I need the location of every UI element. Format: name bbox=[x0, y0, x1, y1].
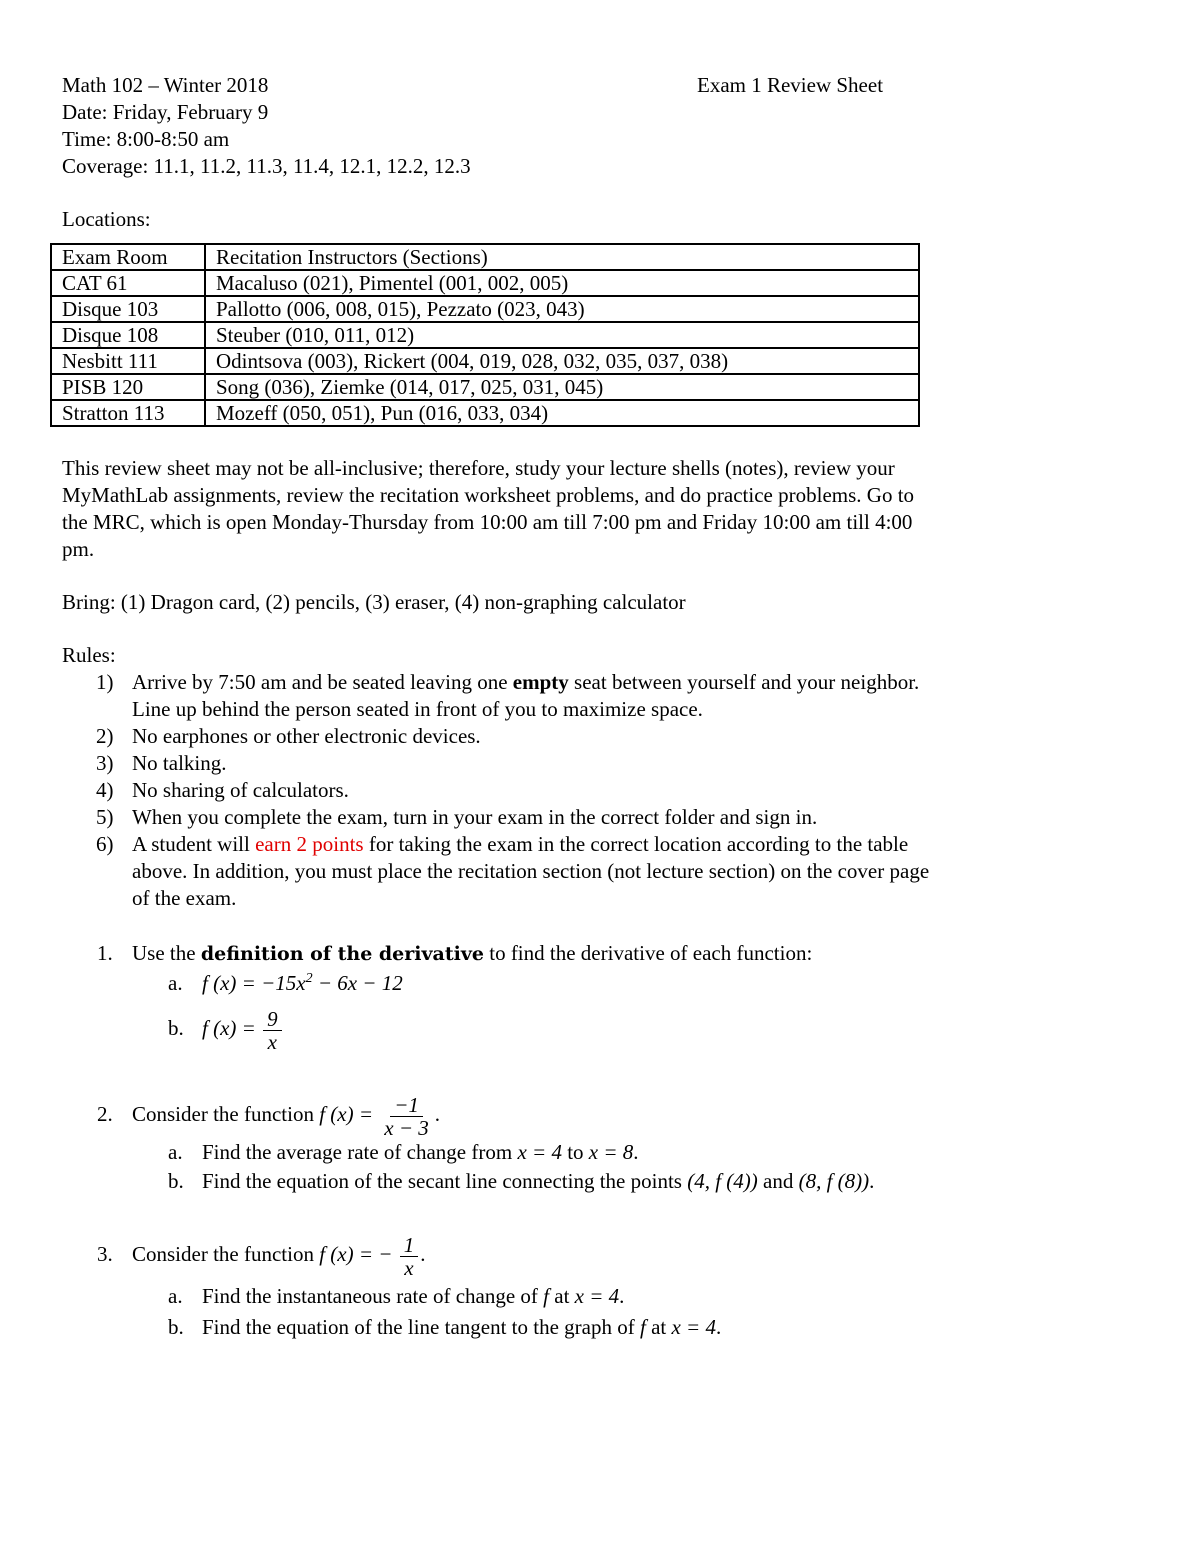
problem-text: at bbox=[549, 1284, 575, 1308]
problem-2b bbox=[62, 1168, 1052, 1195]
math-expression: x = 4 bbox=[671, 1315, 716, 1339]
bring-text: Bring: (1) Dragon card, (2) pencils, (3) eraser, (4) non-graphing calculator bbox=[62, 590, 686, 614]
subproblem-label: b. bbox=[168, 1169, 184, 1193]
table-cell-instructors: Mozeff (050, 051), Pun (016, 033, 034) bbox=[205, 400, 919, 426]
review-line: MyMathLab assignments, review the recitation worksheet problems, and do practice problems. Go to bbox=[62, 483, 915, 507]
rules-list bbox=[62, 669, 1052, 912]
rule-text: No sharing of calculators. bbox=[132, 778, 349, 802]
subproblem-label: a. bbox=[168, 1284, 183, 1308]
rule-number: 3) bbox=[96, 751, 114, 775]
table-cell-room: Disque 103 bbox=[51, 296, 205, 322]
problem-text: to find the derivative of each function: bbox=[483, 941, 813, 965]
fraction-denominator: x bbox=[404, 1255, 414, 1280]
rule-number: 5) bbox=[96, 805, 114, 829]
problem-text: Find the instantaneous rate of change of bbox=[202, 1284, 544, 1308]
rules-section bbox=[62, 642, 1052, 912]
table-cell-room: CAT 61 bbox=[51, 270, 205, 296]
problem-3a bbox=[62, 1283, 1052, 1310]
problem-1 bbox=[62, 940, 1052, 968]
problem-text: Find the average rate of change from bbox=[202, 1140, 518, 1164]
punctuation: . bbox=[434, 1102, 441, 1126]
problem-number: 3. bbox=[97, 1242, 113, 1266]
rule-text: above. In addition, you must place the recitation section (not lecture section) on the cover page bbox=[132, 859, 930, 883]
rule-text: Arrive by 7:50 am and be seated leaving one bbox=[132, 670, 513, 694]
rule-text: No talking. bbox=[132, 751, 227, 775]
math-expression: f (x) = bbox=[202, 1016, 256, 1040]
exam-time: Time: 8:00-8:50 am bbox=[62, 127, 230, 151]
rule-item bbox=[62, 750, 1052, 777]
math-expression: x = 4 bbox=[517, 1140, 562, 1164]
table-header-cell: Exam Room bbox=[51, 244, 205, 270]
sheet-title: Exam 1 Review Sheet bbox=[697, 73, 884, 97]
bring-paragraph bbox=[62, 589, 1052, 616]
math-fraction bbox=[263, 1008, 282, 1053]
table-cell-instructors: Pallotto (006, 008, 015), Pezzato (023, 043) bbox=[205, 296, 919, 322]
table-cell-instructors: Steuber (010, 011, 012) bbox=[205, 322, 919, 348]
review-line: pm. bbox=[62, 537, 95, 561]
exam-coverage: Coverage: 11.1, 11.2, 11.3, 11.4, 12.1, 12.2, 12.3 bbox=[62, 154, 471, 178]
subproblem-label: a. bbox=[168, 971, 183, 995]
rule-number: 4) bbox=[96, 778, 114, 802]
problem-number: 2. bbox=[97, 1102, 113, 1126]
course-title: Math 102 – Winter 2018 bbox=[62, 73, 269, 97]
problem-1b bbox=[62, 1003, 1052, 1053]
review-line: the MRC, which is open Monday-Thursday from 10:00 am till 7:00 pm and Friday 10:00 am till 4:00 bbox=[62, 510, 913, 534]
table-row bbox=[51, 374, 919, 400]
math-expression: x = 4 bbox=[574, 1284, 620, 1308]
math-expression: f (x) = bbox=[319, 1102, 374, 1126]
math-expression: − 6x − 12 bbox=[312, 971, 403, 995]
table-row bbox=[51, 400, 919, 426]
problem-text: at bbox=[645, 1315, 672, 1339]
table-cell-room: Stratton 113 bbox=[51, 400, 205, 426]
problem-3 bbox=[62, 1229, 1052, 1279]
problem-2 bbox=[62, 1089, 1052, 1139]
math-expression: f bbox=[543, 1284, 549, 1308]
rule-item bbox=[62, 804, 1052, 831]
fraction-denominator: x − 3 bbox=[384, 1115, 429, 1140]
rule-text: A student will bbox=[132, 832, 256, 856]
table-cell-room: Disque 108 bbox=[51, 322, 205, 348]
punctuation: . bbox=[633, 1140, 639, 1164]
problem-text: Find the equation of the line tangent to the graph of bbox=[202, 1315, 640, 1339]
math-expression: f (x) = −15x bbox=[202, 971, 306, 995]
problem-text: Consider the function bbox=[132, 1102, 320, 1126]
problem-emphasis: definition of the derivative bbox=[200, 943, 484, 965]
rule-item bbox=[62, 669, 1052, 723]
fraction-numerator: 9 bbox=[263, 1008, 282, 1031]
rule-text: seat between yourself and your neighbor. bbox=[568, 670, 920, 694]
math-expression: (4, f (4)) bbox=[687, 1169, 758, 1193]
fraction-numerator: −1 bbox=[390, 1094, 423, 1117]
table-row bbox=[51, 296, 919, 322]
rules-label: Rules: bbox=[62, 643, 116, 667]
rule-item bbox=[62, 723, 1052, 750]
table-cell-instructors: Song (036), Ziemke (014, 017, 025, 031, 045) bbox=[205, 374, 919, 400]
rule-emphasis: empty bbox=[512, 670, 569, 694]
rule-number: 1) bbox=[96, 670, 114, 694]
table-row bbox=[51, 348, 919, 374]
table-row bbox=[51, 322, 919, 348]
fraction-numerator: 1 bbox=[400, 1234, 419, 1257]
rule-text: for taking the exam in the correct location according to the table bbox=[363, 832, 909, 856]
punctuation: . bbox=[715, 1315, 722, 1339]
table-header-row bbox=[51, 244, 919, 270]
math-expression: f bbox=[639, 1315, 646, 1339]
review-sheet-page bbox=[62, 72, 1052, 1341]
subproblem-label: b. bbox=[168, 1315, 184, 1339]
problem-1a bbox=[62, 970, 1052, 997]
locations-table bbox=[50, 243, 920, 427]
problem-2a bbox=[62, 1139, 1052, 1166]
math-expression: x = 8 bbox=[588, 1140, 634, 1164]
rule-text: When you complete the exam, turn in your exam in the correct folder and sign in. bbox=[132, 805, 818, 829]
table-row bbox=[51, 270, 919, 296]
table-header-cell: Recitation Instructors (Sections) bbox=[205, 244, 919, 270]
table-cell-instructors: Macaluso (021), Pimentel (001, 002, 005) bbox=[205, 270, 919, 296]
math-expression: f (x) = − bbox=[319, 1242, 393, 1266]
punctuation: . bbox=[420, 1242, 426, 1266]
table-cell-room: PISB 120 bbox=[51, 374, 205, 400]
review-paragraph bbox=[62, 455, 1052, 563]
math-expression: (8, f (8)) bbox=[798, 1169, 870, 1193]
math-fraction bbox=[400, 1234, 419, 1279]
rule-item bbox=[62, 777, 1052, 804]
problem-text: and bbox=[757, 1169, 799, 1193]
rule-text: No earphones or other electronic devices. bbox=[132, 724, 481, 748]
problem-text: Find the equation of the secant line connecting the points bbox=[202, 1169, 688, 1193]
problem-text: to bbox=[561, 1140, 589, 1164]
subproblem-label: b. bbox=[168, 1016, 184, 1040]
rule-number: 6) bbox=[96, 832, 114, 856]
table-cell-room: Nesbitt 111 bbox=[51, 348, 205, 374]
exam-date: Date: Friday, February 9 bbox=[62, 100, 269, 124]
rule-text: of the exam. bbox=[132, 886, 237, 910]
fraction-denominator: x bbox=[267, 1029, 277, 1054]
punctuation: . bbox=[869, 1169, 875, 1193]
rule-number: 2) bbox=[96, 724, 114, 748]
review-line: This review sheet may not be all-inclusive; therefore, study your lecture shells (notes), review your bbox=[62, 456, 895, 480]
rule-item bbox=[62, 831, 1052, 912]
rule-text: Line up behind the person seated in front of you to maximize space. bbox=[132, 697, 703, 721]
problem-number: 1. bbox=[97, 941, 113, 965]
problem-text: Consider the function bbox=[132, 1242, 320, 1266]
problem-text: Use the bbox=[132, 941, 201, 965]
problem-3b bbox=[62, 1314, 1052, 1341]
table-cell-instructors: Odintsova (003), Rickert (004, 019, 028, 032, 035, 037, 038) bbox=[205, 348, 919, 374]
header-row bbox=[62, 72, 1052, 99]
rule-highlight: earn 2 points bbox=[255, 832, 364, 856]
punctuation: . bbox=[619, 1284, 625, 1308]
locations-label: Locations: bbox=[62, 207, 151, 231]
math-fraction bbox=[380, 1094, 433, 1139]
subproblem-label: a. bbox=[168, 1140, 183, 1164]
math-exponent: 2 bbox=[305, 971, 313, 986]
